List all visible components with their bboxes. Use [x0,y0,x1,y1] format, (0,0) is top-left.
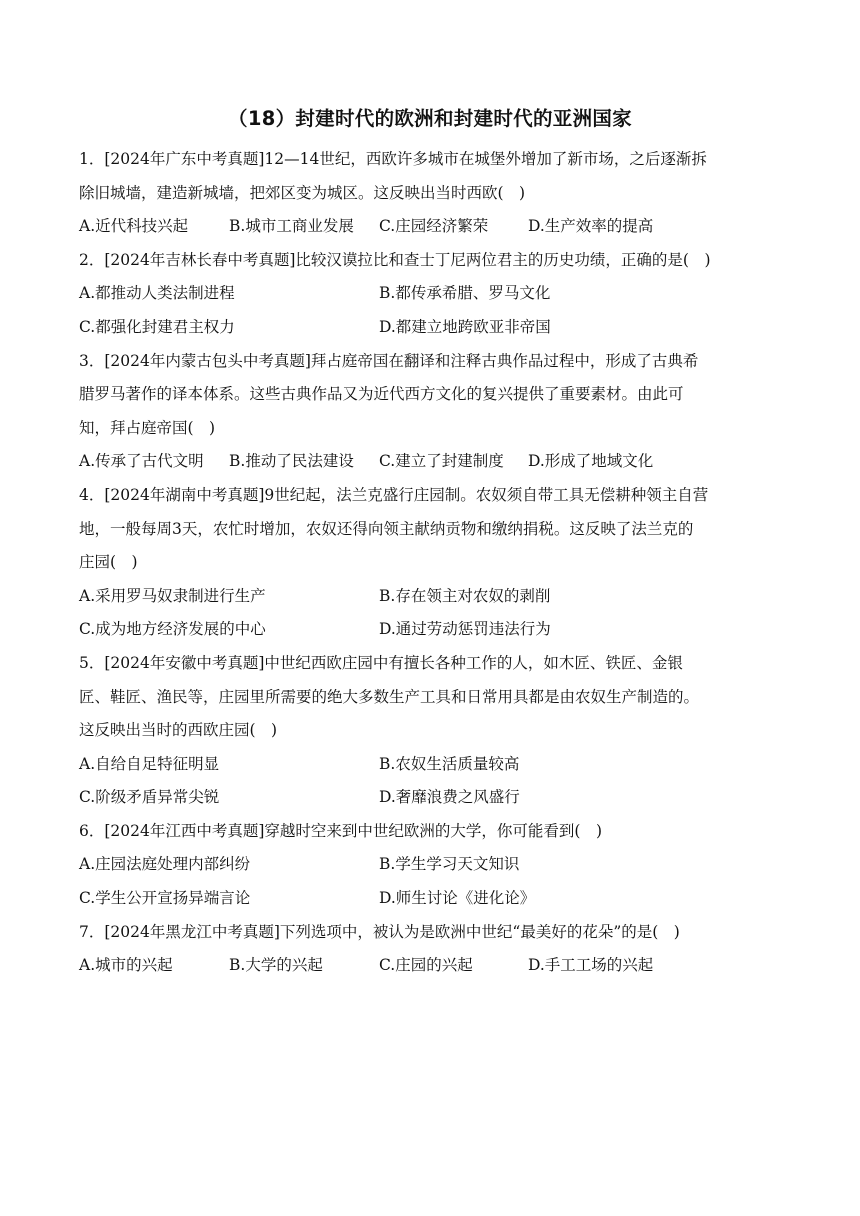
question-1 [79,143,779,244]
question-3 [79,345,779,479]
option-a: A.城市的兴起 [79,956,173,975]
question-stem-line: 2．[2024年吉林长春中考真题]比较汉谟拉比和查士丁尼两位君主的历史功绩，正确的是( ) [79,250,711,269]
option-b: B.存在领主对农奴的剥削 [379,586,551,605]
option-a: A.采用罗马奴隶制进行生产 [79,586,266,605]
question-stem-line: 5．[2024年安徽中考真题]中世纪西欧庄园中有擅长各种工作的人，如木匠、铁匠、金银 [79,653,683,672]
question-2 [79,244,779,345]
option-d: D.奢靡浪费之风盛行 [379,788,520,807]
option-row [79,781,779,815]
option-row [79,210,779,244]
option-row [79,748,779,782]
option-c: C.成为地方经济发展的中心 [79,620,266,639]
option-row [79,882,779,916]
question-list [79,143,779,983]
option-c: C.阶级矛盾异常尖锐 [79,788,220,807]
question-stem-line: 3．[2024年内蒙古包头中考真题]拜占庭帝国在翻译和注释古典作品过程中，形成了古典希 [79,351,699,370]
option-c: C.都强化封建君主权力 [79,317,235,336]
question-stem-line: 6．[2024年江西中考真题]穿越时空来到中世纪欧洲的大学，你可能看到( ) [79,821,602,840]
option-row [79,277,779,311]
question-6 [79,815,779,916]
question-stem-line: 匠、鞋匠、渔民等，庄园里所需要的绝大多数生产工具和日常用具都是由农奴生产制造的。 [79,687,700,706]
option-d: D.师生讨论《进化论》 [379,889,536,908]
question-stem-line: 这反映出当时的西欧庄园( ) [79,721,278,740]
option-row [79,613,779,647]
option-c: C.学生公开宣扬异端言论 [79,889,251,908]
option-a: A.近代科技兴起 [79,217,189,236]
option-b: B.推动了民法建设 [229,452,354,471]
question-7 [79,916,779,983]
option-d: D.通过劳动惩罚违法行为 [379,620,551,639]
question-stem-line: 7．[2024年黑龙江中考真题]下列选项中，被认为是欧洲中世纪“最美好的花朵”的是( ) [79,922,680,941]
option-d: D.形成了地域文化 [528,452,654,471]
option-row [79,848,779,882]
option-b: B.城市工商业发展 [229,217,354,236]
option-d: D.生产效率的提高 [528,217,654,236]
question-stem-line: 地，一般每周3天，农忙时增加，农奴还得向领主献纳贡物和缴纳捐税。这反映了法兰克的 [79,519,694,538]
option-a: A.传承了古代文明 [79,452,204,471]
question-stem-line: 4．[2024年湖南中考真题]9世纪起，法兰克盛行庄园制。农奴须自带工具无偿耕种领主自营 [79,485,709,504]
option-b: B.农奴生活质量较高 [379,754,520,773]
question-stem-line: 1．[2024年广东中考真题]12—14世纪，西欧许多城市在城堡外增加了新市场，之后逐渐拆 [79,150,707,168]
option-b: B.都传承希腊、罗马文化 [379,284,551,303]
option-row [79,949,779,983]
option-row [79,445,779,479]
question-stem-line: 除旧城墙，建造新城墙，把郊区变为城区。这反映出当时西欧( ) [79,183,526,202]
option-a: A.庄园法庭处理内部纠纷 [79,855,251,874]
question-stem-line: 腊罗马著作的译本体系。这些古典作品又为近代西方文化的复兴提供了重要素材。由此可 [79,385,684,404]
question-5 [79,647,779,815]
option-a: A.自给自足特征明显 [79,754,220,773]
option-row [79,311,779,345]
option-c: C.建立了封建制度 [379,452,504,471]
page-title: （18）封建时代的欧洲和封建时代的亚洲国家 [228,107,632,130]
option-c: C.庄园经济繁荣 [379,217,489,236]
option-d: D.都建立地跨欧亚非帝国 [379,317,551,336]
option-d: D.手工工场的兴起 [528,956,654,975]
question-stem-line: 知，拜占庭帝国( ) [79,418,216,437]
option-c: C.庄园的兴起 [379,956,473,975]
option-b: B.学生学习天文知识 [379,855,520,874]
option-b: B.大学的兴起 [229,956,323,975]
option-row [79,580,779,614]
option-a: A.都推动人类法制进程 [79,284,235,303]
question-4 [79,479,779,647]
question-stem-line: 庄园( ) [79,553,138,572]
